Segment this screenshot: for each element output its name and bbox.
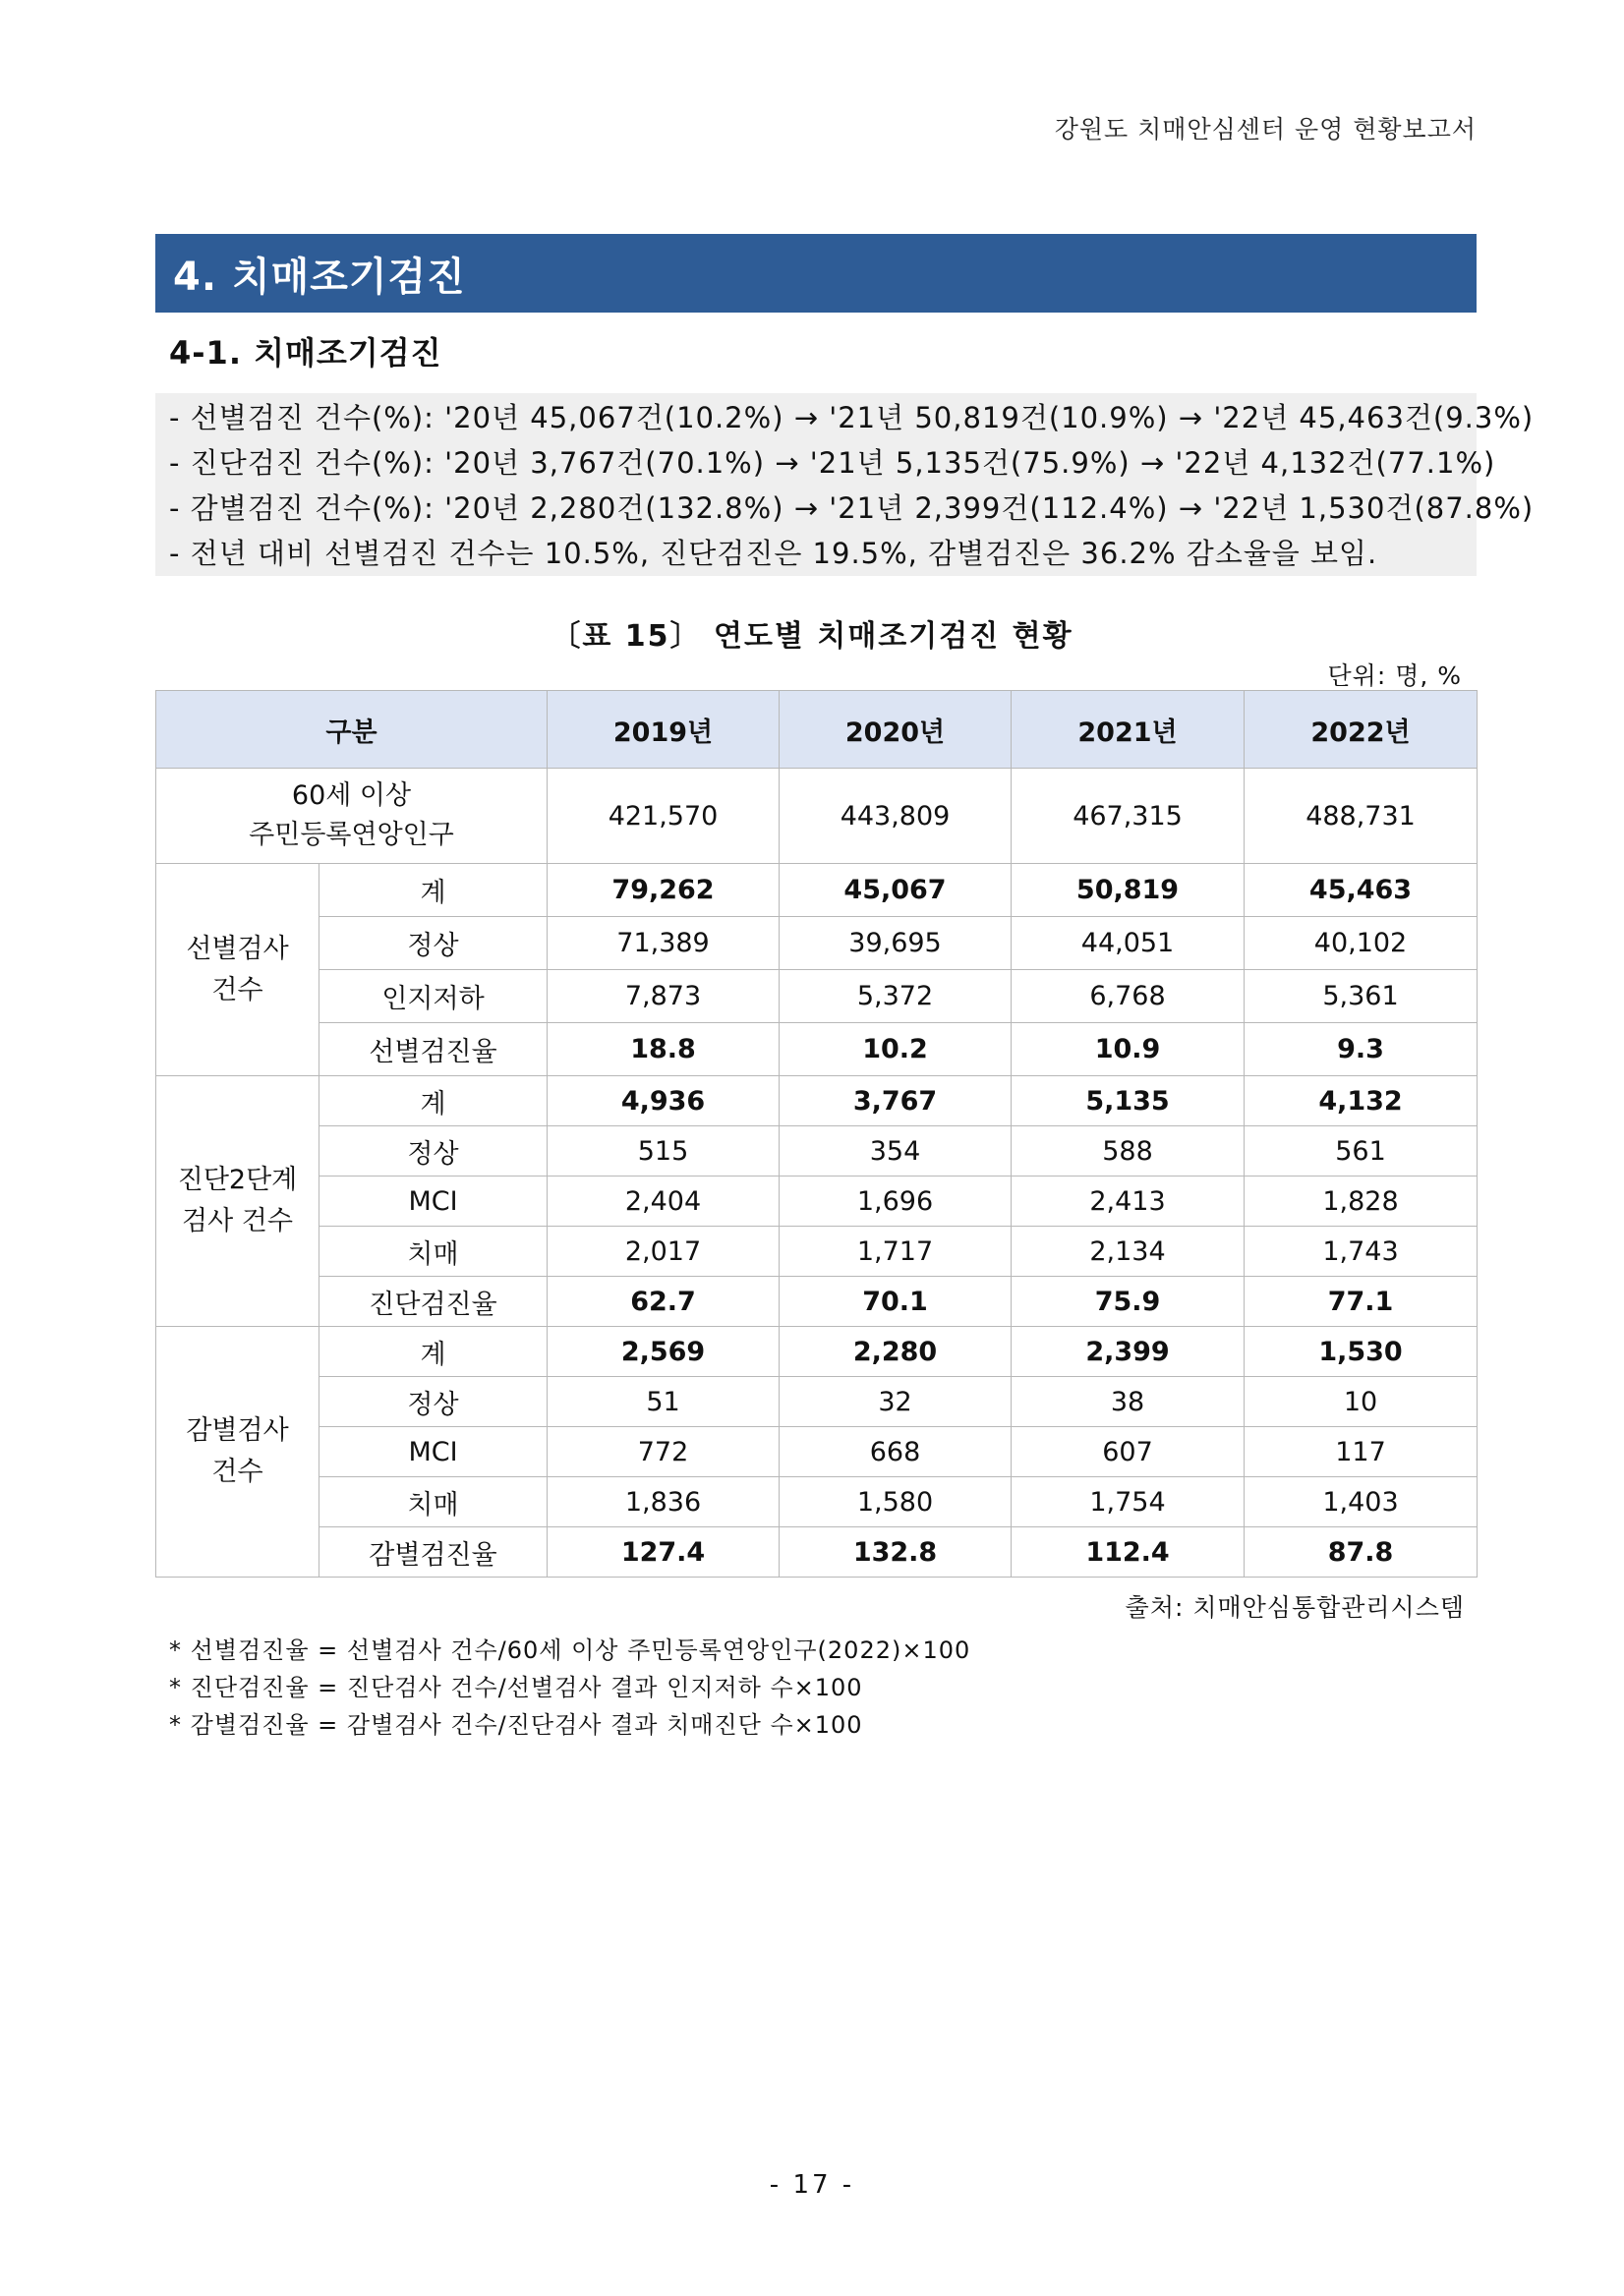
table-cell: 1,836 <box>548 1477 780 1527</box>
row-label: 치매 <box>319 1227 548 1277</box>
table-cell: 10.9 <box>1012 1023 1245 1076</box>
table-cell: 588 <box>1012 1126 1245 1177</box>
table-cell: 5,361 <box>1245 970 1478 1023</box>
row-label: 정상 <box>319 917 548 970</box>
table-cell: 668 <box>780 1427 1012 1477</box>
table-row <box>156 1477 1478 1527</box>
footnote-diagnosis-rate: * 진단검진율 = 진단검사 건수/선별검사 결과 인지저하 수×100 <box>169 1674 863 1701</box>
summary-line-change: - 전년 대비 선별검진 건수는 10.5%, 진단검진은 19.5%, 감별검진은 36.2% 감소율을 보임. <box>169 537 1378 570</box>
table-cell: 1,403 <box>1245 1477 1478 1527</box>
group-label-line2: 건수 <box>211 974 263 1005</box>
table-cell: 1,717 <box>780 1227 1012 1277</box>
table-row <box>156 1327 1478 1377</box>
table-cell: 443,809 <box>780 769 1012 864</box>
table-cell: 5,372 <box>780 970 1012 1023</box>
group-label-screening <box>156 864 319 1076</box>
header-category: 구분 <box>156 691 548 769</box>
population-label-line2: 주민등록연앙인구 <box>249 820 454 850</box>
summary-line-screening: - 선별검진 건수(%): '20년 45,067건(10.2%) → '21년 50,819건(10.9%) → '22년 45,463건(9.3%) <box>169 401 1535 434</box>
row-label: 감별검진율 <box>319 1527 548 1578</box>
table-cell: 1,754 <box>1012 1477 1245 1527</box>
table-row <box>156 1023 1478 1076</box>
table-cell: 112.4 <box>1012 1527 1245 1578</box>
chapter-title-bar <box>155 234 1477 313</box>
table-cell: 4,936 <box>548 1076 780 1126</box>
table-cell: 2,569 <box>548 1327 780 1377</box>
table-cell: 117 <box>1245 1427 1478 1477</box>
chapter-title: 4. 치매조기검진 <box>173 254 466 300</box>
table-row <box>156 1076 1478 1126</box>
unit-note: 단위: 명, % <box>1327 661 1462 690</box>
table-cell: 87.8 <box>1245 1527 1478 1578</box>
table-cell: 132.8 <box>780 1527 1012 1578</box>
table-cell: 6,768 <box>1012 970 1245 1023</box>
table-cell: 515 <box>548 1126 780 1177</box>
table-cell: 2,134 <box>1012 1227 1245 1277</box>
table-cell: 561 <box>1245 1126 1478 1177</box>
table-cell: 2,280 <box>780 1327 1012 1377</box>
footnote-screening-rate: * 선별검진율 = 선별검사 건수/60세 이상 주민등록연앙인구(2022)×100 <box>169 1636 971 1664</box>
header-2022: 2022년 <box>1245 691 1478 769</box>
table-cell: 79,262 <box>548 864 780 917</box>
table-cell: 488,731 <box>1245 769 1478 864</box>
table-cell: 1,696 <box>780 1177 1012 1227</box>
table-cell: 467,315 <box>1012 769 1245 864</box>
group-label-line1: 선별검사 <box>186 933 289 964</box>
header-2020: 2020년 <box>780 691 1012 769</box>
row-label: 계 <box>319 1327 548 1377</box>
table-cell: 4,132 <box>1245 1076 1478 1126</box>
table-cell: 50,819 <box>1012 864 1245 917</box>
table-cell: 127.4 <box>548 1527 780 1578</box>
table-cell: 2,017 <box>548 1227 780 1277</box>
row-label: 정상 <box>319 1377 548 1427</box>
table-cell: 5,135 <box>1012 1076 1245 1126</box>
summary-line-differential: - 감별검진 건수(%): '20년 2,280건(132.8%) → '21년 2,399건(112.4%) → '22년 1,530건(87.8%) <box>169 491 1535 525</box>
table-cell: 9.3 <box>1245 1023 1478 1076</box>
table-row <box>156 1126 1478 1177</box>
table-cell: 62.7 <box>548 1277 780 1327</box>
group-label-differential <box>156 1327 319 1578</box>
summary-box <box>155 393 1535 576</box>
table-cell: 3,767 <box>780 1076 1012 1126</box>
footnote-differential-rate: * 감별검진율 = 감별검사 건수/진단검사 결과 치매진단 수×100 <box>169 1711 863 1739</box>
table-row <box>156 1427 1478 1477</box>
table-cell: 10.2 <box>780 1023 1012 1076</box>
population-label-line1: 60세 이상 <box>291 780 412 811</box>
running-header: 강원도 치매안심센터 운영 현황보고서 <box>1054 115 1477 144</box>
footnotes <box>169 1632 970 1744</box>
table-cell: 70.1 <box>780 1277 1012 1327</box>
population-label <box>156 769 548 864</box>
table-cell: 45,463 <box>1245 864 1478 917</box>
row-label: MCI <box>319 1177 548 1227</box>
table-cell: 1,580 <box>780 1477 1012 1527</box>
table-row <box>156 917 1478 970</box>
table-cell: 607 <box>1012 1427 1245 1477</box>
table-cell: 2,404 <box>548 1177 780 1227</box>
table-header-row <box>156 691 1478 769</box>
table-cell: 32 <box>780 1377 1012 1427</box>
row-label: 선별검진율 <box>319 1023 548 1076</box>
table-row <box>156 1227 1478 1277</box>
table-row <box>156 769 1478 864</box>
table-row <box>156 864 1478 917</box>
row-label: 진단검진율 <box>319 1277 548 1327</box>
screening-table <box>155 690 1478 1578</box>
table-cell: 45,067 <box>780 864 1012 917</box>
table-cell: 51 <box>548 1377 780 1427</box>
table-cell: 1,530 <box>1245 1327 1478 1377</box>
table-cell: 10 <box>1245 1377 1478 1427</box>
row-label: MCI <box>319 1427 548 1477</box>
table-cell: 40,102 <box>1245 917 1478 970</box>
table-cell: 39,695 <box>780 917 1012 970</box>
page-number: - 17 - <box>769 2170 855 2200</box>
header-2021: 2021년 <box>1012 691 1245 769</box>
table-row <box>156 1277 1478 1327</box>
table-cell: 772 <box>548 1427 780 1477</box>
table-cell: 18.8 <box>548 1023 780 1076</box>
row-label: 인지저하 <box>319 970 548 1023</box>
table-cell: 75.9 <box>1012 1277 1245 1327</box>
group-label-line2: 검사 건수 <box>182 1206 293 1236</box>
group-label-line2: 건수 <box>211 1457 263 1487</box>
row-label: 치매 <box>319 1477 548 1527</box>
table-cell: 38 <box>1012 1377 1245 1427</box>
table-cell: 1,828 <box>1245 1177 1478 1227</box>
summary-line-diagnosis: - 진단검진 건수(%): '20년 3,767건(70.1%) → '21년 5,135건(75.9%) → '22년 4,132건(77.1%) <box>169 446 1496 480</box>
group-label-line1: 감별검사 <box>186 1415 289 1446</box>
table-cell: 44,051 <box>1012 917 1245 970</box>
group-label-line1: 진단2단계 <box>177 1165 298 1195</box>
section-title: 4-1. 치매조기검진 <box>169 334 442 372</box>
table-cell: 77.1 <box>1245 1277 1478 1327</box>
group-label-diagnosis <box>156 1076 319 1327</box>
row-label: 계 <box>319 864 548 917</box>
table-cell: 7,873 <box>548 970 780 1023</box>
table-row <box>156 1527 1478 1578</box>
table-cell: 2,413 <box>1012 1177 1245 1227</box>
table-cell: 2,399 <box>1012 1327 1245 1377</box>
table-cell: 71,389 <box>548 917 780 970</box>
table-cell: 421,570 <box>548 769 780 864</box>
table-cell: 354 <box>780 1126 1012 1177</box>
row-label: 계 <box>319 1076 548 1126</box>
table-row <box>156 970 1478 1023</box>
row-label: 정상 <box>319 1126 548 1177</box>
table-cell: 1,743 <box>1245 1227 1478 1277</box>
table-source: 출처: 치매안심통합관리시스템 <box>1125 1593 1465 1622</box>
table-row <box>156 1177 1478 1227</box>
table-row <box>156 1377 1478 1427</box>
header-2019: 2019년 <box>548 691 780 769</box>
table-caption: 〔표 15〕 연도별 치매조기검진 현황 <box>551 619 1073 654</box>
